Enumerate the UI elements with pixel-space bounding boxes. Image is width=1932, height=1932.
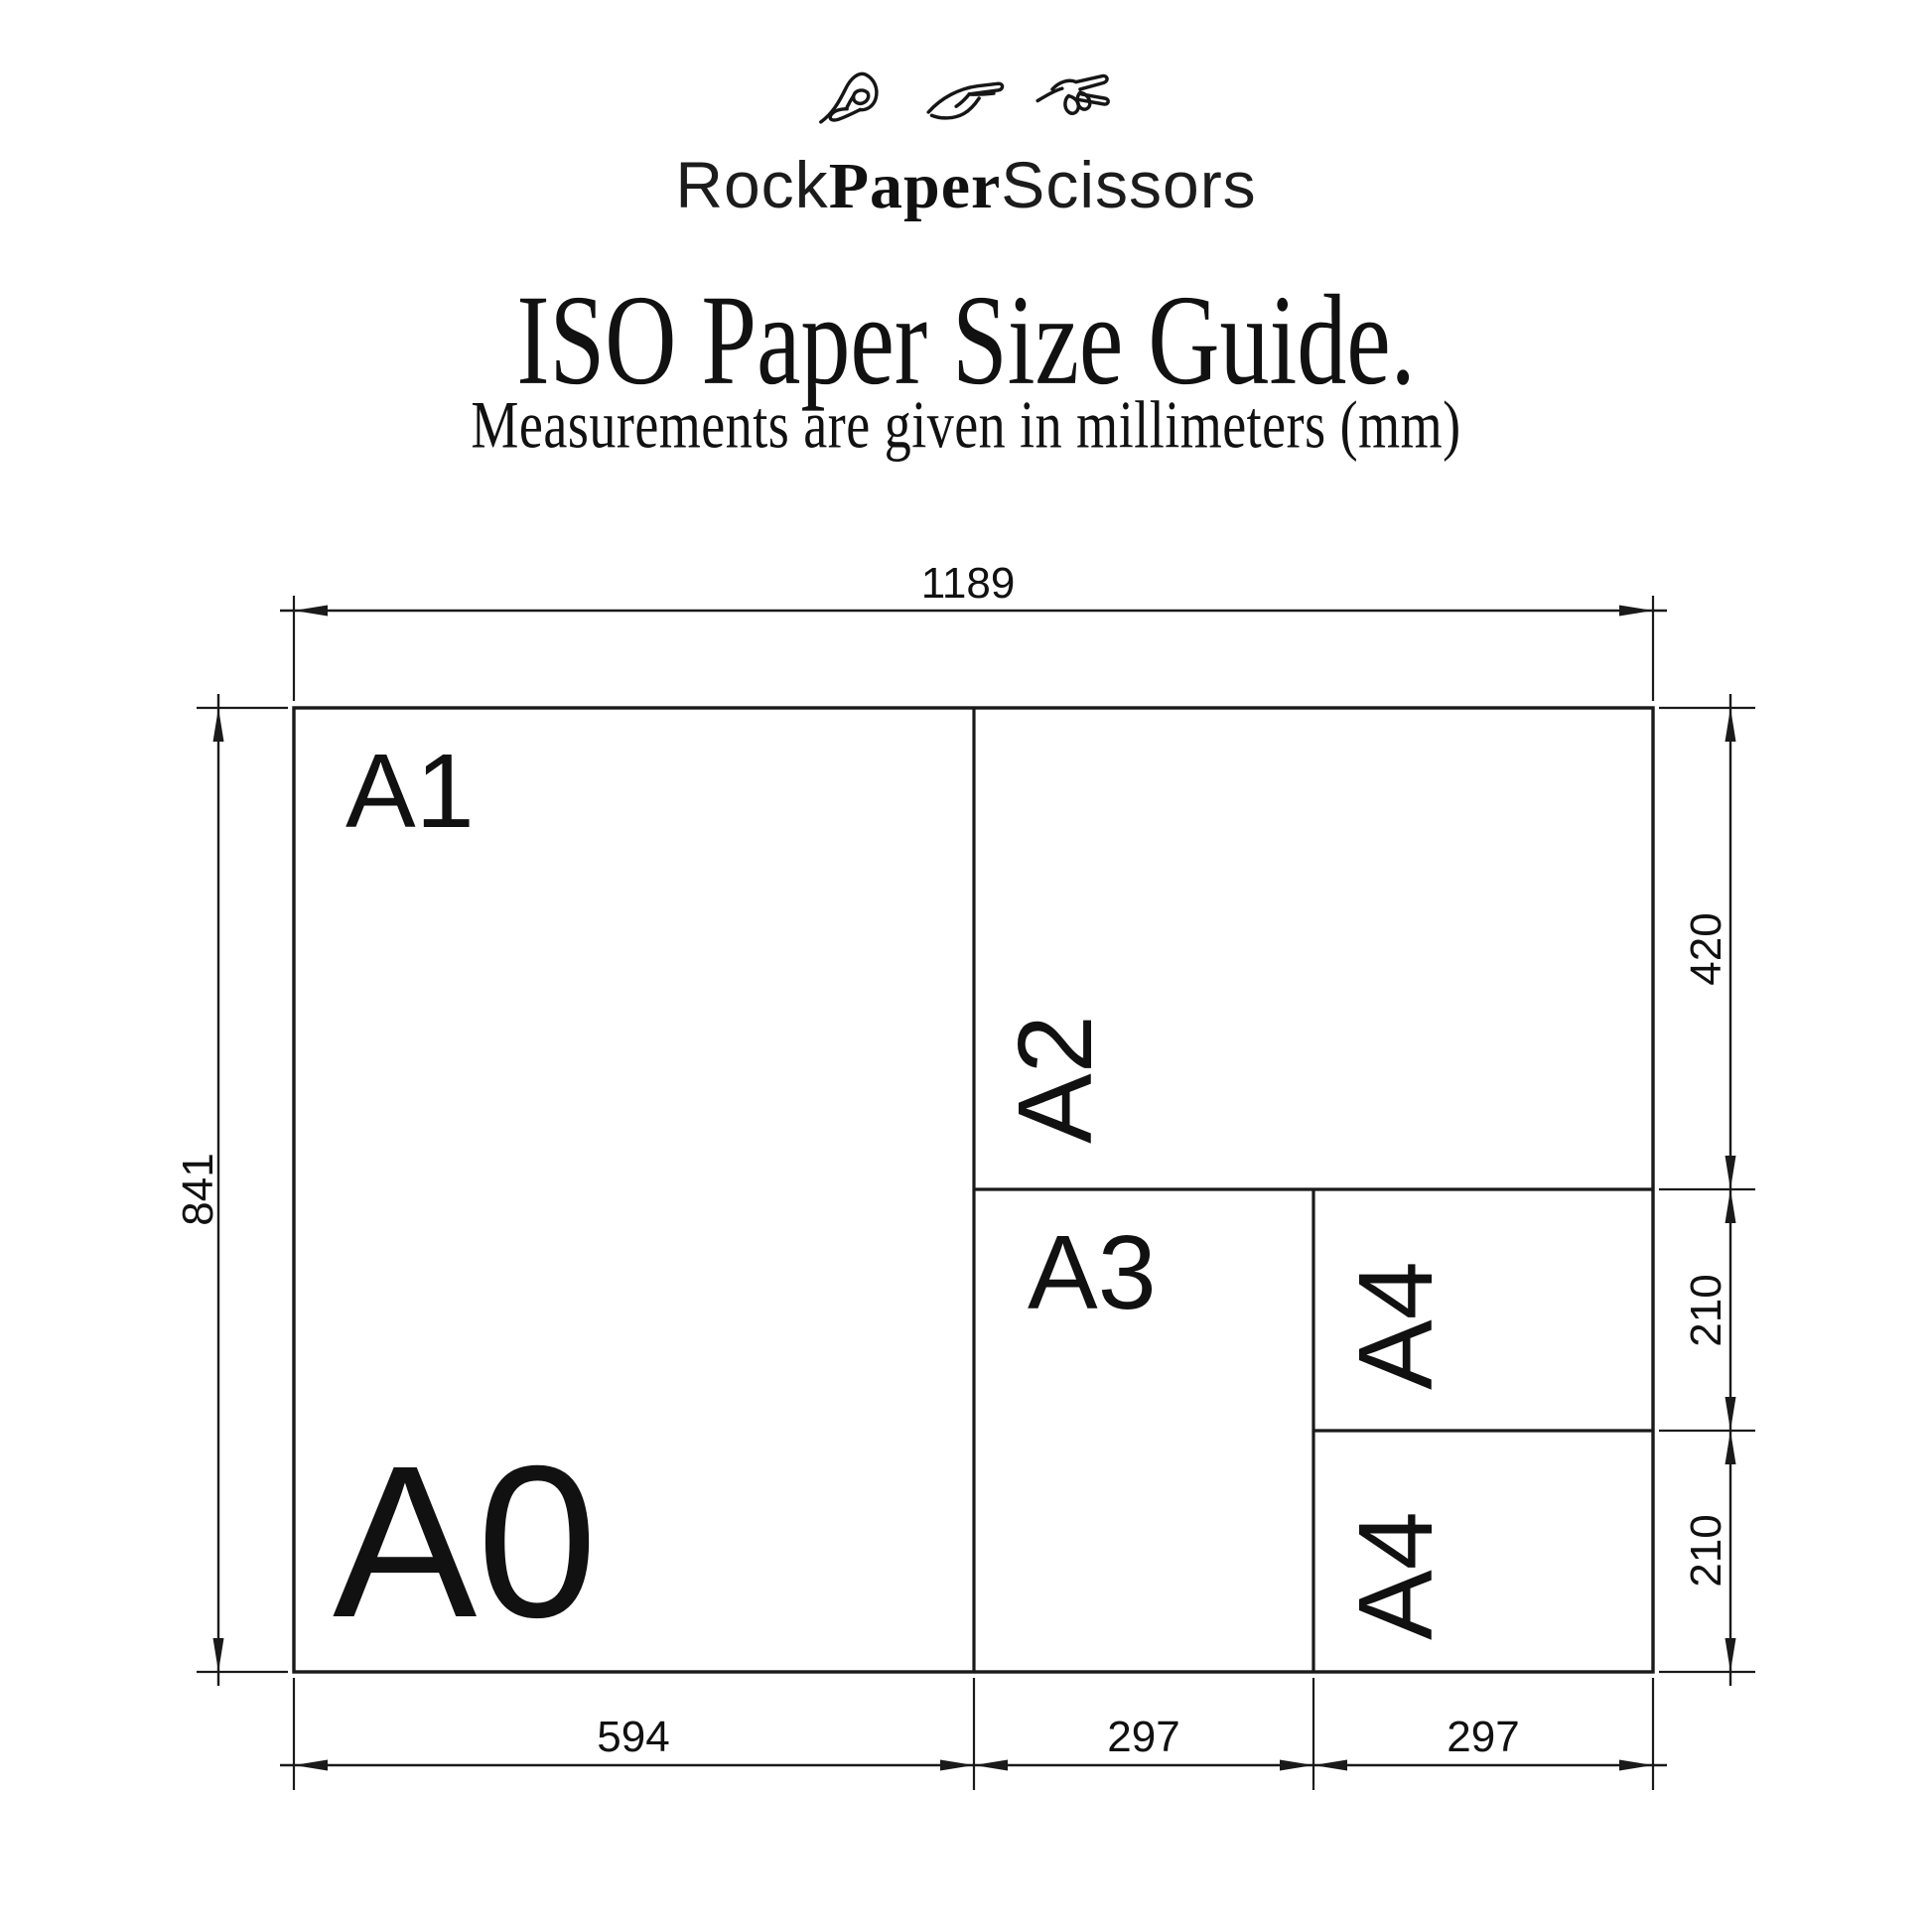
dim-a1-width: 594: [597, 1713, 670, 1761]
brand-rock: Rock: [675, 148, 829, 221]
dim-a2-height: 420: [1682, 912, 1730, 986]
label-a1: A1: [345, 733, 475, 850]
brand-paper: Paper: [828, 150, 1002, 222]
dim-a4-top-height: 210: [1682, 1274, 1730, 1347]
dim-total-width: 1189: [920, 559, 1016, 608]
label-a4-top: A4: [1337, 1261, 1454, 1390]
page-title: ISO Paper Size Guide.: [516, 268, 1416, 412]
dim-a4-width: 297: [1447, 1713, 1520, 1761]
page-subtitle: Measurements are given in millimeters (mm): [471, 387, 1461, 463]
label-a0: A0: [333, 1422, 598, 1663]
label-a4-bottom: A4: [1337, 1511, 1454, 1640]
brand-scissors: Scissors: [1001, 148, 1257, 221]
label-a2: A2: [997, 1015, 1114, 1144]
label-a3: A3: [1028, 1214, 1157, 1331]
dim-a4-bottom-height: 210: [1682, 1514, 1730, 1587]
dim-total-height: 841: [174, 1153, 222, 1226]
dim-a3-width: 297: [1107, 1713, 1180, 1761]
